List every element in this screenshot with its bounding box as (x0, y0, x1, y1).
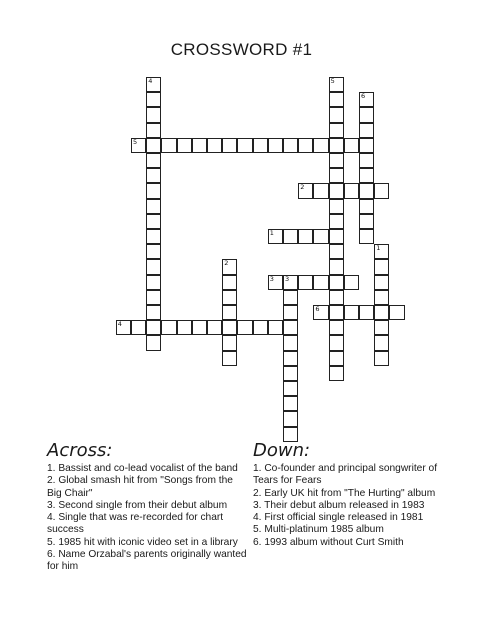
grid-cell[interactable] (146, 229, 161, 244)
across-clue: 4. Single that was re-recorded for chart success (47, 512, 224, 536)
grid-cell[interactable] (344, 275, 359, 290)
grid-cell[interactable] (222, 305, 237, 320)
grid-cell[interactable] (344, 183, 359, 198)
grid-cell[interactable] (329, 244, 344, 259)
grid-cell[interactable] (146, 214, 161, 229)
grid-cell[interactable] (146, 335, 161, 350)
grid-cell[interactable] (283, 320, 298, 335)
grid-cell[interactable] (146, 92, 161, 107)
clue-number: 5 (330, 77, 335, 85)
grid-cell[interactable] (131, 138, 146, 153)
grid-cell[interactable] (222, 275, 237, 290)
clue-number: 1 (269, 229, 274, 237)
grid-cell[interactable] (298, 229, 313, 244)
grid-cell[interactable] (283, 381, 298, 396)
grid-cell[interactable] (329, 275, 344, 290)
grid-cell[interactable] (374, 335, 389, 350)
grid-cell[interactable] (146, 123, 161, 138)
grid-cell[interactable] (298, 138, 313, 153)
down-clue: 4. First official single released in 1981 (253, 512, 424, 524)
down-clue-list (253, 463, 453, 549)
grid-cell[interactable] (329, 351, 344, 366)
grid-cell[interactable] (146, 183, 161, 198)
grid-cell[interactable] (359, 305, 374, 320)
grid-cell[interactable] (374, 320, 389, 335)
grid-cell[interactable] (177, 320, 192, 335)
down-heading: Down: (253, 440, 311, 461)
grid-cell[interactable] (283, 275, 298, 290)
across-clue: 6. Name Orzabal's parents originally wanted for him (47, 549, 247, 573)
grid-cell[interactable] (329, 153, 344, 168)
grid-cell[interactable] (329, 107, 344, 122)
grid-cell[interactable] (146, 275, 161, 290)
clue-number: 2 (224, 259, 229, 268)
clue-number: 4 (117, 320, 122, 329)
grid-cell[interactable] (283, 366, 298, 381)
grid-cell[interactable] (268, 229, 283, 244)
grid-cell[interactable] (146, 77, 161, 92)
grid-cell[interactable] (359, 153, 374, 168)
grid-cell[interactable] (329, 77, 344, 92)
clue-number: 1 (376, 244, 381, 253)
down-clue: 3. Their debut album released in 1983 (253, 499, 425, 511)
grid-cell[interactable] (374, 351, 389, 366)
clue-number: 3 (285, 274, 290, 283)
grid-cell[interactable] (283, 396, 298, 411)
grid-cell[interactable] (374, 244, 389, 259)
grid-cell[interactable] (374, 290, 389, 305)
grid-cell[interactable] (116, 320, 131, 335)
down-clue: 2. Early UK hit from "The Hurting" album (253, 487, 436, 499)
grid-cell[interactable] (329, 229, 344, 244)
grid-cell[interactable] (329, 320, 344, 335)
grid-cell[interactable] (329, 335, 344, 350)
grid-cell[interactable] (359, 138, 374, 153)
grid-cell[interactable] (146, 199, 161, 214)
grid-cell[interactable] (146, 290, 161, 305)
grid-cell[interactable] (283, 138, 298, 153)
grid-cell[interactable] (359, 229, 374, 244)
grid-cell[interactable] (313, 229, 328, 244)
grid-cell[interactable] (313, 183, 328, 198)
grid-cell[interactable] (329, 214, 344, 229)
grid-cell[interactable] (283, 229, 298, 244)
grid-cell[interactable] (177, 138, 192, 153)
down-clue: 1. Co-founder and principal songwriter of Tears for Fears (253, 463, 438, 487)
grid-cell[interactable] (283, 351, 298, 366)
grid-cell[interactable] (146, 153, 161, 168)
grid-cell[interactable] (222, 351, 237, 366)
across-clue: 5. 1985 hit with iconic video set in a library (47, 536, 238, 548)
grid-cell[interactable] (222, 259, 237, 274)
grid-cell[interactable] (329, 138, 344, 153)
clue-number: 5 (133, 137, 138, 146)
grid-cell[interactable] (268, 320, 283, 335)
clue-number: 6 (361, 92, 366, 101)
grid-cell[interactable] (374, 305, 389, 320)
grid-cell[interactable] (146, 168, 161, 183)
grid-cell[interactable] (222, 335, 237, 350)
grid-cell[interactable] (359, 183, 374, 198)
grid-cell[interactable] (329, 199, 344, 214)
clue-number: 4 (148, 77, 153, 85)
grid-cell[interactable] (359, 168, 374, 183)
grid-cell[interactable] (283, 335, 298, 350)
down-clue: 6. 1993 album without Curt Smith (253, 536, 404, 548)
grid-cell[interactable] (359, 107, 374, 122)
grid-cell[interactable] (329, 290, 344, 305)
grid-cell[interactable] (131, 320, 146, 335)
across-clue-list (47, 463, 247, 574)
grid-cell[interactable] (253, 320, 268, 335)
clue-number: 6 (315, 305, 320, 313)
down-clue: 5. Multi-platinum 1985 album (253, 524, 384, 536)
across-clue: 1. Bassist and co-lead vocalist of the band (47, 463, 238, 474)
grid-cell[interactable] (222, 290, 237, 305)
grid-cell[interactable] (329, 259, 344, 274)
grid-cell[interactable] (359, 123, 374, 138)
grid-cell[interactable] (283, 290, 298, 305)
grid-cell[interactable] (329, 305, 344, 320)
grid-cell[interactable] (146, 305, 161, 320)
grid-cell[interactable] (298, 275, 313, 290)
across-clue: 3. Second single from their debut album (47, 499, 228, 511)
grid-cell[interactable] (146, 320, 161, 335)
grid-cell[interactable] (161, 138, 176, 153)
grid-cell[interactable] (146, 138, 161, 153)
grid-cell[interactable] (313, 138, 328, 153)
grid-cell[interactable] (298, 183, 313, 198)
grid-cell[interactable] (222, 138, 237, 153)
grid-cell[interactable] (283, 411, 298, 426)
grid-cell[interactable] (329, 366, 344, 381)
grid-cell[interactable] (313, 305, 328, 320)
grid-cell[interactable] (237, 320, 252, 335)
grid-cell[interactable] (389, 305, 404, 320)
grid-cell[interactable] (283, 305, 298, 320)
clue-number: 2 (300, 183, 305, 192)
puzzle-title: CROSSWORD #1 (170, 40, 313, 59)
grid-cell[interactable] (344, 305, 359, 320)
grid-cell[interactable] (253, 138, 268, 153)
grid-cell[interactable] (329, 183, 344, 198)
grid-cell[interactable] (207, 138, 222, 153)
across-heading: Across: (47, 440, 113, 461)
grid-cell[interactable] (192, 320, 207, 335)
grid-cell[interactable] (329, 123, 344, 138)
grid-cell[interactable] (359, 92, 374, 107)
clue-number: 3 (269, 274, 274, 283)
grid-cell[interactable] (344, 138, 359, 153)
grid-cell[interactable] (222, 320, 237, 335)
grid-cell[interactable] (313, 275, 328, 290)
grid-cell[interactable] (207, 320, 222, 335)
grid-cell[interactable] (329, 168, 344, 183)
grid-cell[interactable] (329, 92, 344, 107)
grid-cell[interactable] (268, 138, 283, 153)
grid-cell[interactable] (268, 275, 283, 290)
grid-cell[interactable] (146, 244, 161, 259)
grid-cell[interactable] (161, 320, 176, 335)
grid-cell[interactable] (374, 275, 389, 290)
grid-cell[interactable] (192, 138, 207, 153)
grid-cell[interactable] (146, 259, 161, 274)
grid-cell[interactable] (146, 107, 161, 122)
grid-cell[interactable] (359, 199, 374, 214)
grid-cell[interactable] (359, 214, 374, 229)
across-clue: 2. Global smash hit from "Songs from the Big Chair" (47, 475, 233, 499)
grid-cell[interactable] (374, 183, 389, 198)
grid-cell[interactable] (374, 259, 389, 274)
grid-cell[interactable] (237, 138, 252, 153)
